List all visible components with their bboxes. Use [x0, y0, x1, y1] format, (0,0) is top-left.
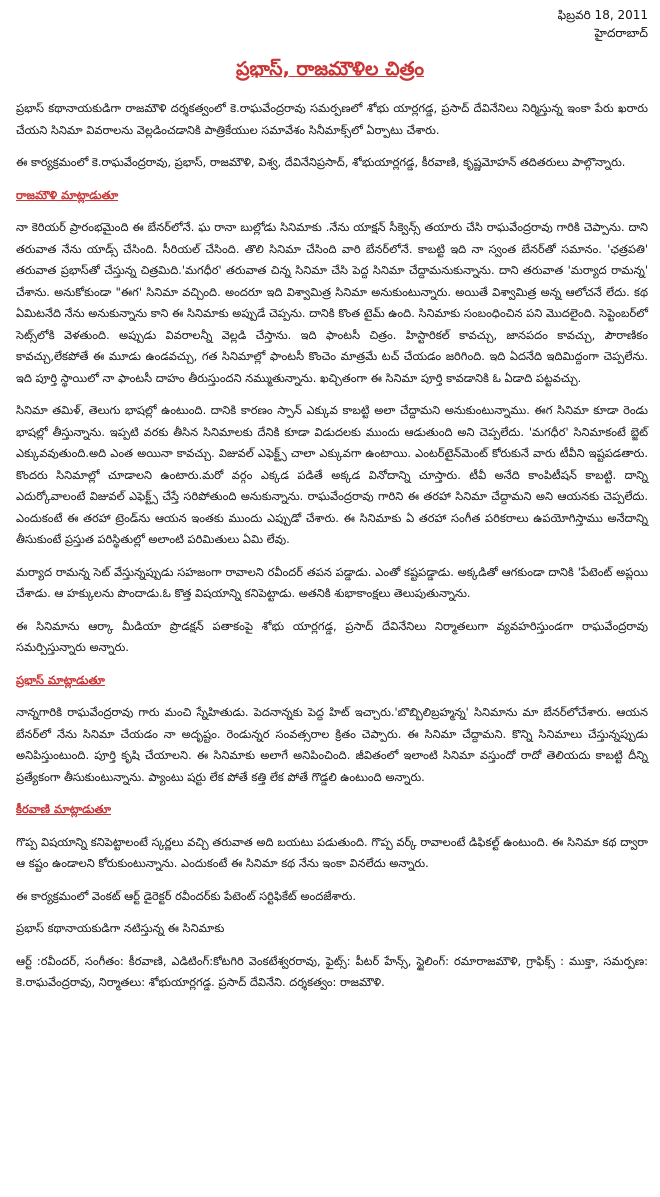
section-heading-keeravani: కీరవాణి మాట్లాడుతూ [16, 802, 112, 816]
section-heading-prabhas: ప్రభాస్ మాట్లాడుతూ [16, 672, 105, 687]
credits-intro: ప్రభాస్ కథానాయకుడిగా నటిస్తున్న ఈ సినిమాకు [16, 921, 225, 935]
rajamouli-paragraph-3: మర్యాద రామన్న సెట్ వేస్తున్నప్పుడు సహజంగా రావాలని రవీందర్ తపన పడ్డాడు. ఎంతో కష్టపడ్డాడు. అక్కడితో ఆగకుండా దానికి 'పేటెంట్ అప్లయి చేశాడు. ఆ హక్కులను పొందాడు.ఓ కొత్త విషయాన్ని కనిపెట్టాడు. అతనికి శుభాకాంక్షలు తెలుపుతున్నాను. [16, 564, 648, 600]
credits-list: ఆర్ట్ :రవీందర్, సంగీతం: కీరవాణి, ఎడిటింగ్:కోటగిరి వెంకటేశ్వరరావు, ఫైట్స్: పీటర్ హేన్స్, స్టైలింగ్: రమారాజమౌళి, గ్రాఫిక్స్ : ముక్తా, సమర్పణ: కె.రాఘవేంద్రరావు, నిర్మాతలు: శోభుయార్లగడ్డ. ప్రసాద్ దేవినేని. దర్శకత్వం: రాజమౌళి. [16, 953, 648, 989]
rajamouli-paragraph-1: నా కెరియర్ ప్రారంభమైంది ఈ బేనర్‌లోనే. ఘ రానా బుల్లోడు సినిమాకు .నేను యాక్షన్ సీక్వెన్స్ తయారు చేసి రాఘవేంద్రరావు గారికి చెప్పాను. దాని తరువాత నేను యాడ్స్ చేసింది. సీరియల్ చేసింది. తొలి సినిమా చేసింది వారి బేనర్‌లోనే. కాబట్టి ఇది నా స్వంత బేనర్‌తో సమానం. 'ఛత్రపతి' తరువాత ప్రభాస్‌తో చేస్తున్న చిత్రమిది.'మగధీర' తరువాత చిన్న సినిమా చేసి పెద్ద సినిమా చేద్దామనుకున్నాను. దాని తరువాత 'మర్యాద రామన్న' చేశాను. అనుకోకుండా "ఈగ' సినిమా వచ్చింది. అందరూ ఇది విశ్వామిత్ర సినిమా అనుకుంటున్నారు. అయితే విశ్వామిత్ర అన్న ఆలోచనే లేదు. కథ ఏమిటనేది నేను అనుకున్నాను కాని ఈ సినిమాకు అప్పుడే చెప్పను. దానికి కొంత టైమ్ ఉంది. సినిమాకు సంబంధించిన పని మొదలైంది. సెప్టెంబర్‌లో సెట్స్‌లోకి వెళతుంది. అప్పుడు వివరాలన్నీ వెల్లడి చేస్తాను. ఇది ఫాంటసీ చిత్రం. హిస్టారికల్ కావచ్చు, జానపదం కావచ్చు, పౌరాణికం కావచ్చు,లేకపోతే ఈ మూడు ఉండవచ్చు, గత సినిమాల్లో ఫాంటసీ కొంచెం మాత్రమే టచ్ చేయడం జరిగింది. ఇది ఏదనేది ఇదిమిద్దంగా చెప్పలేను. ఇది పూర్తి స్థాయిలో నా ఫాంటసీ దాహం తీరుస్తుందని నమ్ముతున్నాను. ఖచ్చితంగా ఈ సినిమా పూర్తి కావడానికి ఓ ఏడాది పట్టవచ్చు. [16, 220, 648, 385]
article-place: హైదరాబాద్ [594, 26, 648, 40]
section-heading-rajamouli: రాజమౌళి మాట్లాడుతూ [16, 187, 119, 202]
rajamouli-paragraph-4: ఈ సినిమాను ఆర్కా మీడియా ప్రొడక్షన్ పతాకంపై శోభు యార్లగడ్డ, ప్రసాద్ దేవినేనిలు నిర్మాతలుగా వ్యవహరిస్తుండగా రాఘవేంద్రరావు సమర్పిస్తున్నారు అన్నారు. [16, 618, 648, 654]
rajamouli-paragraph-2: సినిమా తమిళ్, తెలుగు భాషల్లో ఉంటుంది. దానికి కారణం స్పాన్ ఎక్కువ కాబట్టి అలా చేద్దామని అనుకుంటున్నాము. ఈగ సినిమా కూడా రెండు భాషల్లో తీస్తున్నాను. ఇప్పటి వరకు తీసిన సినిమాలకు దేనికి కూడా విడుదలకు ముందు ఆడుతుంది అని చెప్పలేదు. 'మగధీర' సినిమాకంటే బ్జెట్ ఎక్కువవుతుంది.అది ఎంత అయినా కావచ్చు. విజువల్ ఎఫెక్ట్స్ చాలా ఎక్కువగా ఉంటాయి. ఎంటర్‌టైన్‌మెంట్ కోరుకునే వారు టీవీని ఇష్టపడతారు. కొందరు సినిమాల్లో చూడాలని ఉంటారు.మరో వర్గం ఎక్కడ పడితే అక్కడ వినోదాన్ని చూస్తారు. టీవీ అనేది కాంపిటీషన్ కాబట్టి. దాన్ని ఎదుర్కోవాలంటే విజువల్ ఎఫెక్ట్స్ చేస్తే సరిపోతుంది అనుకున్నాను. రాఘవేంద్రరావు గారిని ఈ తరహా సినిమా చేద్దామని అని ఆయనకు చెప్పలేదు. ఎందుకంటే ఈ తరహా ట్రెండ్‌ను ఆయన ఇంతకు ముందు ఎప్పుడో చేశారు. ఈ సినిమాకు ఏ తరహా సంగీత పరికరాలు ఉపయోగిస్తాము అనేదాన్ని తీసుకుంటే ప్రస్తుత పరిస్థితుల్లో అలాంటి పరిమితులు ఏమి లేవు. [16, 403, 648, 546]
article-title-text: ప్రభాస్, రాజమౌళిల చిత్రం [235, 58, 425, 80]
prabhas-paragraph-1: నాన్నగారికి రాఘవేంద్రరావు గారు మంచి స్నేహితుడు. పెదనాన్నకు పెద్ద హిట్ ఇచ్చారు.'బొబ్బిలిబ్రహ్మన్న' సినిమాను మా బేనర్‌లోచేశారు. ఆయన బేనర్‌లో నేను సినిమా చేయడం నా అదృష్టం. రెండున్నర సంవత్సరాల క్రితం చెప్పారు. ఈ సినిమా చేద్దామని. కొన్ని సినిమాలు చేస్తున్నప్పుడు అనిపిస్తుంటుంది. పూర్తి కృషి చేయాలని. ఈ సినిమాకు అలాగే అనిపించింది. జీవితంలో ఇలాంటి సినిమా వస్తుందో రాదో తెలియదు కాబట్టి దీన్ని ప్రత్యేకంగా తీసుకుంటున్నాను. ప్యాంటు షర్టు లేక పోతే కత్తి లేక పోతే గొడ్డలి ఉంటుంది అన్నారు. [16, 705, 648, 784]
intro-paragraph-1: ప్రభాస్ కథానాయకుడిగా రాజమౌళి దర్శకత్వంలో కె.రాఘవేంద్రరావు సమర్పణలో శోభు యార్లగడ్డ, ప్రసాద్ దేవినేనిలు నిర్మిస్తున్న ఇంకా పేరు ఖరారు చేయని సినిమా వివరాలను వెల్లడించడానికి పాత్రికేయుల సమావేశం సినీమాక్స్‌లో ఏర్పాటు చేశారు. [16, 101, 648, 137]
article-meta [558, 6, 648, 42]
intro-paragraph-2: ఈ కార్యక్రమంలో కె.రాఘవేంద్రరావు, ప్రభాస్, రాజమౌళి, విశ్వ, దేవినేనిప్రసాద్, శోభుయార్లగడ్డ, కీరవాణి, కృష్ణమోహన్ తదితరులు పాల్గొన్నారు. [16, 155, 626, 169]
article-title [0, 58, 660, 85]
article-body [16, 98, 648, 1005]
event-paragraph: ఈ కార్యక్రమంలో వెంకట్ ఆర్ట్ డైరెక్టర్ రవీందర్‌కు పేటెంట్ సర్టిఫికేట్ అందజేశారు. [16, 888, 356, 903]
article-date: ఫిబ్రవరి 18, 2011 [557, 8, 648, 22]
keeravani-paragraph-1: గొప్ప విషయాన్ని కనిపెట్టాలంటే స్కర్ణలు వచ్చి తరువాత అది బయటు పడుతుంది. గొప్ప వర్క్ రావాలంటే డిఫికల్ట్ ఉంటుంది. ఈ సినిమా కథ ద్వారా ఆ కష్టం ఉండాలని కోరుకుంటున్నాను. ఎందుకంటే ఈ సినిమా కథ నేను ఇంకా వినలేదు అన్నారు. [16, 834, 648, 870]
